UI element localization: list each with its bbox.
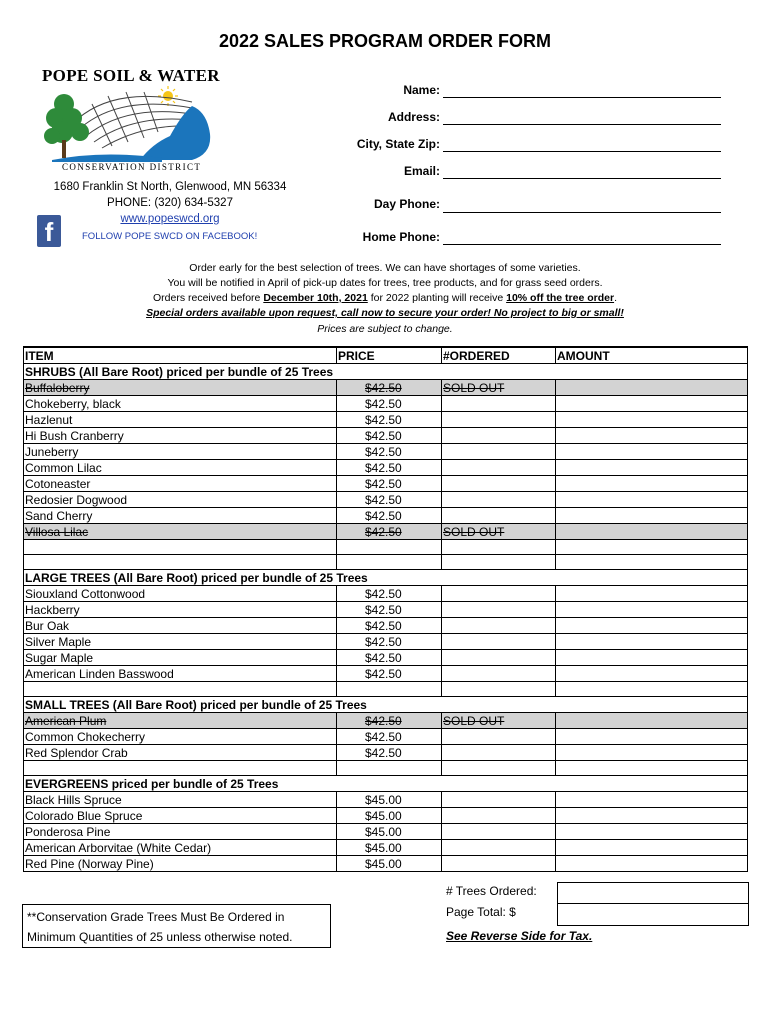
tree-icon: [44, 94, 89, 144]
ordered-field[interactable]: [442, 460, 556, 476]
phone-text: PHONE: (320) 634-5327: [107, 197, 233, 209]
item-price: $42.50: [337, 460, 442, 476]
item-price: $42.50: [337, 586, 442, 602]
amount-field[interactable]: [556, 586, 748, 602]
ordered-field[interactable]: [442, 729, 556, 745]
item-name: American Arborvitae (White Cedar): [24, 840, 337, 856]
table-row: [24, 380, 748, 396]
item-price: $45.00: [337, 840, 442, 856]
item-price: $42.50: [337, 492, 442, 508]
blank-cell: [337, 540, 442, 555]
blank-row: [24, 555, 748, 570]
ordered-field: SOLD OUT: [442, 380, 556, 396]
amount-field[interactable]: [556, 824, 748, 840]
item-price: $42.50: [337, 380, 442, 396]
day-phone-label: Day Phone:: [373, 197, 440, 211]
amount-field[interactable]: [556, 460, 748, 476]
amount-field: [556, 713, 748, 729]
blank-cell: [442, 555, 556, 570]
item-name: Hazlenut: [24, 412, 337, 428]
amount-field[interactable]: [556, 745, 748, 761]
item-price: $42.50: [337, 602, 442, 618]
item-name: Hackberry: [24, 602, 337, 618]
note-line-3-a: Orders received before: [153, 292, 264, 304]
section-title: LARGE TREES (All Bare Root) priced per bundle of 25 Trees: [24, 570, 748, 586]
item-price: $42.50: [337, 412, 442, 428]
blank-cell: [337, 555, 442, 570]
item-price: $42.50: [337, 444, 442, 460]
amount-field[interactable]: [556, 396, 748, 412]
blank-cell: [24, 540, 337, 555]
item-name: Ponderosa Pine: [24, 824, 337, 840]
ordered-field: SOLD OUT: [442, 524, 556, 540]
table-row: [24, 586, 748, 602]
ordered-field[interactable]: [442, 492, 556, 508]
page-total-field[interactable]: [557, 903, 749, 926]
item-name: Black Hills Spruce: [24, 792, 337, 808]
section-header-row: [24, 364, 748, 380]
city-label: City, State Zip:: [356, 137, 440, 151]
table-row: [24, 508, 748, 524]
table-row: [24, 476, 748, 492]
section-title: EVERGREENS priced per bundle of 25 Trees: [24, 776, 748, 792]
facebook-text: FOLLOW POPE SWCD ON FACEBOOK!: [82, 231, 258, 242]
ordered-field[interactable]: [442, 745, 556, 761]
item-price: $45.00: [337, 824, 442, 840]
blank-row: [24, 761, 748, 776]
item-name: Chokeberry, black: [24, 396, 337, 412]
blank-cell: [556, 682, 748, 697]
blank-cell: [556, 540, 748, 555]
table-row: [24, 412, 748, 428]
blank-cell: [24, 555, 337, 570]
ordered-field[interactable]: [442, 586, 556, 602]
amount-field[interactable]: [556, 444, 748, 460]
section-title: SHRUBS (All Bare Root) priced per bundle of 25 Trees: [24, 364, 748, 380]
item-name: Redosier Dogwood: [24, 492, 337, 508]
item-name: Hi Bush Cranberry: [24, 428, 337, 444]
ordered-field[interactable]: [442, 856, 556, 872]
ordered-field[interactable]: [442, 396, 556, 412]
table-row: [24, 792, 748, 808]
website-link[interactable]: www.popeswcd.org: [120, 213, 220, 225]
item-name: Red Splendor Crab: [24, 745, 337, 761]
ordered-field[interactable]: [442, 428, 556, 444]
item-price: $42.50: [337, 634, 442, 650]
table-row: [24, 713, 748, 729]
amount-field[interactable]: [556, 492, 748, 508]
blank-cell: [337, 682, 442, 697]
reverse-side-note: See Reverse Side for Tax.: [446, 929, 593, 943]
order-table: [23, 346, 748, 872]
ordered-field[interactable]: [442, 444, 556, 460]
item-name: Red Pine (Norway Pine): [24, 856, 337, 872]
section-header-row: [24, 697, 748, 713]
amount-field[interactable]: [556, 808, 748, 824]
table-row: [24, 666, 748, 682]
blank-cell: [337, 761, 442, 776]
amount-field[interactable]: [556, 666, 748, 682]
item-name: American Plum: [24, 713, 337, 729]
amount-field[interactable]: [556, 729, 748, 745]
ordered-field[interactable]: [442, 824, 556, 840]
item-name: Sand Cherry: [24, 508, 337, 524]
footnote-line-2: Minimum Quantities of 25 unless otherwise noted.: [27, 930, 293, 944]
table-row: [24, 634, 748, 650]
item-name: Cotoneaster: [24, 476, 337, 492]
page-total-label: Page Total: $: [446, 905, 516, 919]
item-name: Common Chokecherry: [24, 729, 337, 745]
name-label: Name:: [403, 83, 440, 97]
ordered-field: SOLD OUT: [442, 713, 556, 729]
footnote-line-1: **Conservation Grade Trees Must Be Ordered in: [27, 910, 285, 924]
header-item: ITEM: [24, 347, 337, 364]
item-name: Common Lilac: [24, 460, 337, 476]
section-header-row: [24, 776, 748, 792]
item-price: $42.50: [337, 666, 442, 682]
item-name: Colorado Blue Spruce: [24, 808, 337, 824]
amount-field[interactable]: [556, 618, 748, 634]
email-label: Email:: [403, 164, 440, 178]
note-line-3: [0, 292, 770, 304]
item-price: $45.00: [337, 792, 442, 808]
table-row: [24, 444, 748, 460]
item-price: $42.50: [337, 618, 442, 634]
note-discount: 10% off the tree order: [506, 292, 615, 304]
item-price: $42.50: [337, 476, 442, 492]
blank-cell: [442, 761, 556, 776]
item-price: $42.50: [337, 508, 442, 524]
table-header-row: [24, 347, 748, 364]
item-price: $45.00: [337, 808, 442, 824]
sun-icon: [158, 86, 178, 106]
item-name: Sugar Maple: [24, 650, 337, 666]
item-name: Juneberry: [24, 444, 337, 460]
day-phone-field[interactable]: [443, 212, 721, 213]
item-price: $42.50: [337, 524, 442, 540]
item-price: $42.50: [337, 745, 442, 761]
name-field[interactable]: [443, 97, 721, 98]
blank-cell: [24, 761, 337, 776]
amount-field[interactable]: [556, 476, 748, 492]
ordered-field[interactable]: [442, 792, 556, 808]
home-phone-field[interactable]: [443, 244, 721, 245]
item-name: Villosa Lilac: [24, 524, 337, 540]
item-name: Siouxland Cottonwood: [24, 586, 337, 602]
table-row: [24, 602, 748, 618]
header-ordered: #ORDERED: [442, 347, 556, 364]
item-name: Silver Maple: [24, 634, 337, 650]
note-line-1: Order early for the best selection of trees. We can have shortages of some varieties.: [189, 262, 581, 274]
ordered-field[interactable]: [442, 508, 556, 524]
footnote-box: [22, 904, 331, 948]
table-row: [24, 460, 748, 476]
water-icon: [140, 106, 210, 160]
table-row: [24, 808, 748, 824]
amount-field[interactable]: [556, 412, 748, 428]
item-price: $42.50: [337, 396, 442, 412]
item-name: Bur Oak: [24, 618, 337, 634]
amount-field[interactable]: [556, 856, 748, 872]
amount-field[interactable]: [556, 428, 748, 444]
amount-field: [556, 380, 748, 396]
blank-cell: [24, 682, 337, 697]
amount-field[interactable]: [556, 602, 748, 618]
item-price: $42.50: [337, 650, 442, 666]
table-row: [24, 650, 748, 666]
address-field[interactable]: [443, 124, 721, 125]
ordered-field[interactable]: [442, 412, 556, 428]
table-row: [24, 618, 748, 634]
section-title: SMALL TREES (All Bare Root) priced per bundle of 25 Trees: [24, 697, 748, 713]
blank-cell: [442, 682, 556, 697]
item-price: $42.50: [337, 713, 442, 729]
ordered-field[interactable]: [442, 476, 556, 492]
table-row: [24, 824, 748, 840]
item-name: American Linden Basswood: [24, 666, 337, 682]
ordered-field[interactable]: [442, 650, 556, 666]
ordered-field[interactable]: [442, 634, 556, 650]
table-row: [24, 840, 748, 856]
header-price: PRICE: [337, 347, 442, 364]
amount-field[interactable]: [556, 792, 748, 808]
item-price: $45.00: [337, 856, 442, 872]
item-price: $42.50: [337, 729, 442, 745]
blank-cell: [442, 540, 556, 555]
item-name: Buffaloberry: [24, 380, 337, 396]
blank-cell: [556, 761, 748, 776]
table-row: [24, 396, 748, 412]
note-line-3-c: .: [614, 292, 617, 304]
page-title: 2022 SALES PROGRAM ORDER FORM: [218, 31, 552, 51]
table-row: [24, 492, 748, 508]
trees-ordered-field[interactable]: [557, 882, 749, 904]
blank-cell: [556, 555, 748, 570]
table-row: [24, 524, 748, 540]
amount-field: [556, 524, 748, 540]
table-row: [24, 729, 748, 745]
ordered-field[interactable]: [442, 808, 556, 824]
table-row: [24, 856, 748, 872]
note-line-5: Prices are subject to change.: [317, 323, 453, 335]
note-line-4: Special orders available upon request, call now to secure your order! No project to big or small!: [146, 307, 624, 319]
facebook-icon[interactable]: f: [37, 215, 61, 247]
logo-subtitle: CONSERVATION DISTRICT: [62, 162, 202, 172]
note-deadline: December 10th, 2021: [263, 292, 368, 304]
ordered-field[interactable]: [442, 618, 556, 634]
home-phone-label: Home Phone:: [362, 230, 440, 244]
email-field[interactable]: [443, 178, 721, 179]
note-line-3-b: for 2022 planting will receive: [367, 292, 507, 304]
amount-field[interactable]: [556, 508, 748, 524]
city-field[interactable]: [443, 151, 721, 152]
trees-ordered-label: # Trees Ordered:: [446, 884, 537, 898]
ordered-field[interactable]: [442, 666, 556, 682]
note-line-2: You will be notified in April of pick-up dates for trees, tree products, and for grass seed orders.: [167, 277, 603, 289]
item-price: $42.50: [337, 428, 442, 444]
header-amount: AMOUNT: [556, 347, 748, 364]
table-row: [24, 745, 748, 761]
amount-field[interactable]: [556, 634, 748, 650]
ordered-field[interactable]: [442, 602, 556, 618]
blank-row: [24, 682, 748, 697]
ordered-field[interactable]: [442, 840, 556, 856]
address-label: Address:: [387, 110, 440, 124]
section-header-row: [24, 570, 748, 586]
table-row: [24, 428, 748, 444]
amount-field[interactable]: [556, 840, 748, 856]
address-text: 1680 Franklin St North, Glenwood, MN 56334: [53, 181, 287, 193]
logo-name: POPE SOIL & WATER: [42, 66, 220, 85]
blank-row: [24, 540, 748, 555]
logo-graphic: [42, 84, 212, 162]
amount-field[interactable]: [556, 650, 748, 666]
